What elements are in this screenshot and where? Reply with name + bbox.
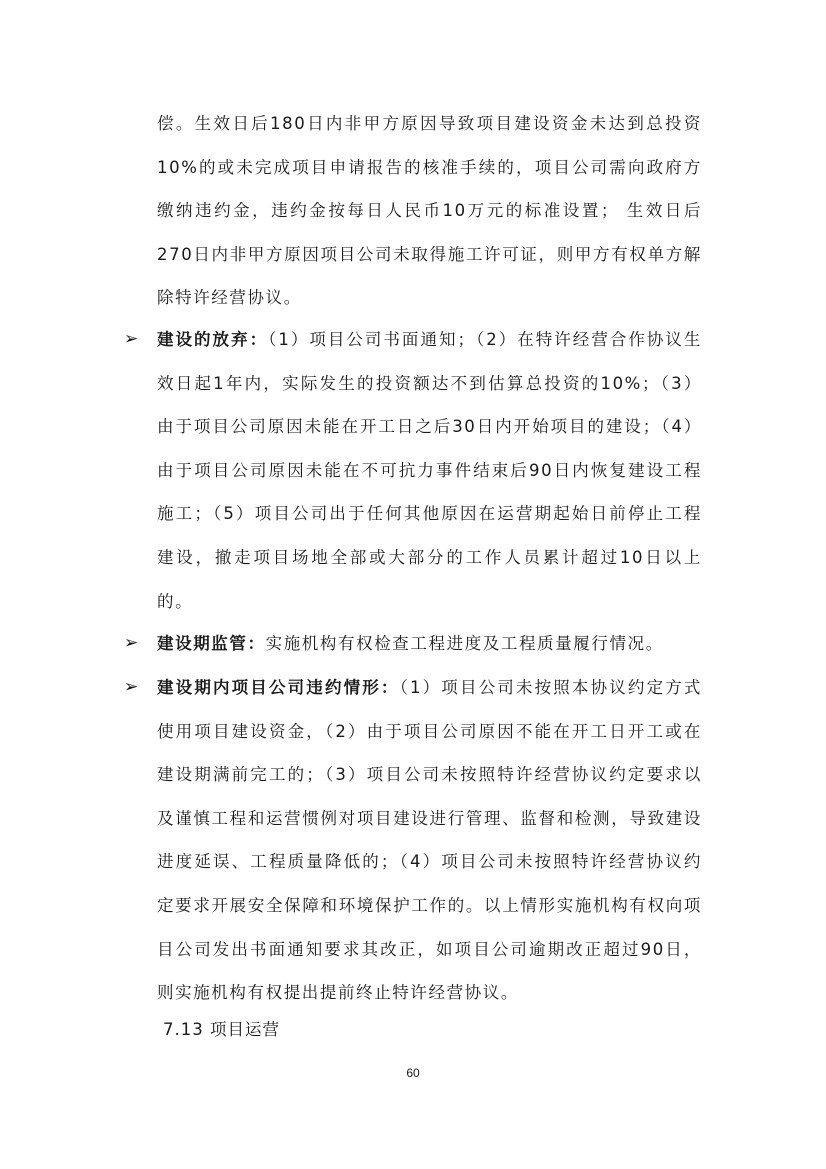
arrow-bullet-icon: ➢ bbox=[124, 677, 139, 697]
bullet-body: （1）项目公司书面通知；（2）在特许经营合作协议生效日起1年内，实际发生的投资额达不到估算总投资的10%；（3）由于项目公司原因未能在开工日之后30日内开始项目的建设；（4）由于项目公司原因未能在不可抗力事件结束后90日内恢复建设工程施工；（5）项目公司出于任何其他原因在运营期起始日前停止工程建设，撤走项目场地全部或大部分的工作人员累计超过10日以上的。 bbox=[157, 330, 702, 611]
bullet-body: 实施机构有权检查工程进度及工程质量履行情况。 bbox=[265, 634, 664, 653]
bullet-title: 建设的放弃： bbox=[157, 330, 269, 349]
continuation-paragraph: 偿。生效日后180日内非甲方原因导致项目建设资金未达到总投资10%的或未完成项目申请报告的核准手续的，项目公司需向政府方缴纳违约金，违约金按每日人民币10万元的标准设置； 生效日后270日内非甲方原因项目公司未取得施工许可证，则甲方有权单方解除特许经营协议。 bbox=[157, 114, 702, 308]
bullet-construction-supervision bbox=[124, 622, 702, 666]
bullet-body: （1）项目公司未按照本协议约定方式使用项目建设资金，（2）由于项目公司原因不能在开工日开工或在建设期满前完工的；（3）项目公司未按照特许经营协议约定要求以及谨慎工程和运营惯例对项目建设进行管理、监督和检测，导致建设进度延误、工程质量降低的；（4）项目公司未按照特许经营协议约定要求开展安全保障和环境保护工作的。以上情形实施机构有权向项目公司发出书面通知要求其改正，如项目公司逾期改正超过90日，则实施机构有权提出提前终止特许经营协议。 bbox=[157, 678, 702, 1003]
bullet-construction-default bbox=[124, 666, 702, 1015]
section-heading: 7.13 项目运营 bbox=[163, 1020, 280, 1039]
bullet-text bbox=[157, 318, 702, 623]
bullet-construction-abandonment bbox=[124, 318, 702, 623]
arrow-bullet-icon: ➢ bbox=[124, 633, 139, 653]
bullet-text bbox=[157, 622, 702, 666]
bullet-text bbox=[157, 666, 702, 1015]
arrow-bullet-icon: ➢ bbox=[124, 329, 139, 349]
page-number: 60 bbox=[406, 1066, 420, 1080]
bullet-title: 建设期监管： bbox=[157, 634, 266, 653]
bullet-title: 建设期内项目公司违约情形： bbox=[157, 678, 400, 697]
